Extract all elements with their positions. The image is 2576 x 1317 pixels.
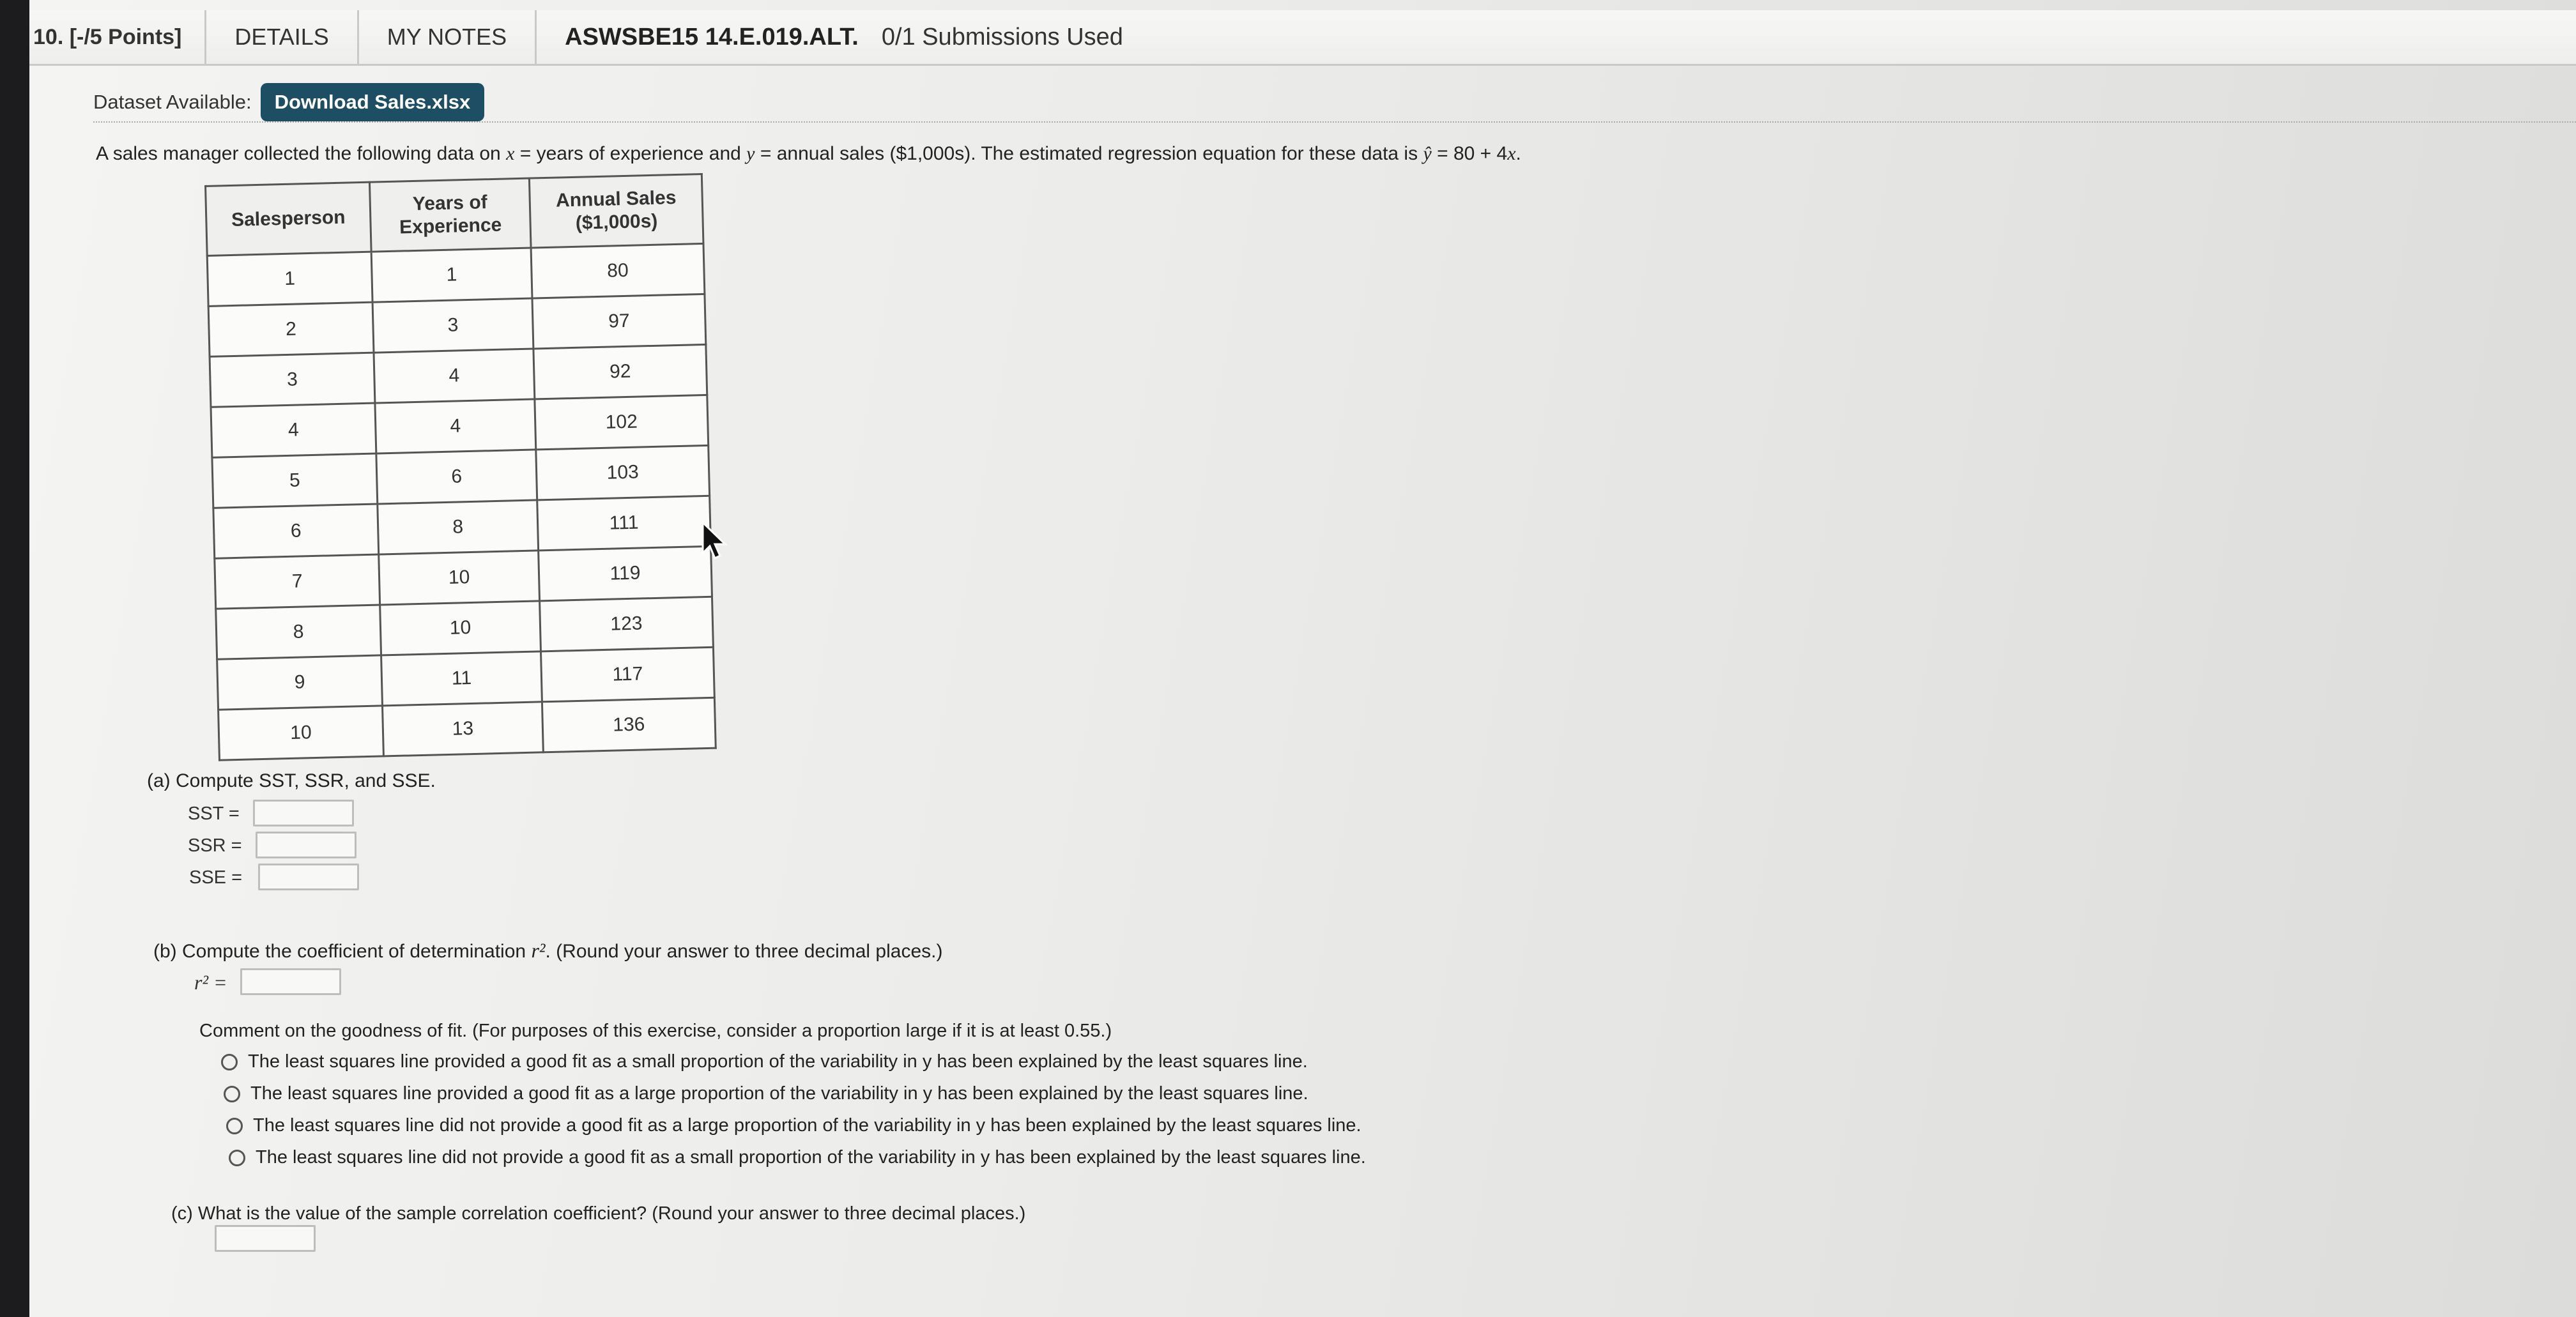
correlation-input[interactable] (215, 1225, 316, 1252)
fit-option-1[interactable] (221, 1051, 1308, 1072)
y-variable: y (746, 143, 755, 164)
fit-option-4[interactable] (229, 1147, 1366, 1168)
option-label: The least squares line provided a good fit as a small proportion of the variability in y has been explained by the least squares line. (248, 1051, 1308, 1072)
r-squared-symbol: r² (531, 939, 546, 962)
radio-button-icon[interactable] (229, 1150, 245, 1166)
sst-input[interactable] (253, 800, 354, 826)
download-dataset-button[interactable]: Download Sales.xlsx (261, 83, 485, 121)
radio-button-icon[interactable] (221, 1054, 238, 1070)
table-cell: 5 (212, 453, 378, 508)
part-b-prompt (153, 939, 942, 963)
table-cell: 2 (208, 302, 374, 356)
table-cell: 97 (532, 294, 706, 349)
table-cell: 7 (215, 554, 380, 609)
table-cell: 136 (542, 697, 716, 752)
column-header: Annual Sales ($1,000s) (529, 174, 703, 248)
regression-equation: = 80 + 4 (1437, 143, 1508, 164)
ssr-label: SSR = (188, 835, 242, 856)
intro-text: = annual sales ($1,000s). The estimated regression equation for these data is (760, 143, 1418, 164)
table-cell: 6 (213, 504, 379, 558)
data-table (204, 173, 717, 761)
table-cell: 11 (381, 651, 542, 706)
table-cell: 4 (211, 403, 376, 457)
section-divider (93, 121, 2576, 123)
radio-button-icon[interactable] (224, 1086, 240, 1102)
part-b-text: (b) Compute the coefficient of determination (153, 941, 526, 962)
x-variable: x (1507, 143, 1516, 164)
table-cell: 10 (379, 551, 540, 605)
part-a-prompt: (a) Compute SST, SSR, and SSE. (147, 770, 436, 791)
option-label: The least squares line provided a good fit as a large proportion of the variability in y has been explained by the least squares line. (250, 1083, 1308, 1104)
table-cell: 103 (536, 445, 710, 500)
table-cell: 3 (210, 353, 375, 407)
details-button[interactable]: DETAILS (206, 10, 358, 64)
question-header (29, 10, 2576, 66)
table-cell: 9 (217, 655, 383, 710)
table-cell: 10 (380, 601, 541, 655)
radio-button-icon[interactable] (226, 1118, 243, 1134)
table-cell: 4 (374, 349, 535, 403)
table-cell: 3 (372, 298, 533, 353)
goodness-of-fit-prompt: Comment on the goodness of fit. (For purposes of this exercise, consider a proportion large if it is at least 0.55.) (199, 1021, 1112, 1041)
column-header: Salesperson (206, 182, 372, 255)
table-cell: 4 (375, 399, 536, 453)
table-cell: 8 (216, 605, 381, 659)
table-cell: 6 (376, 450, 537, 504)
sse-input[interactable] (258, 864, 359, 890)
r-squared-label-text: r² = (194, 971, 227, 994)
question-panel (29, 0, 2576, 1317)
mouse-pointer-icon (702, 521, 730, 561)
intro-text: = years of experience and (519, 143, 741, 164)
sst-label: SST = (188, 803, 240, 824)
table-cell: 111 (537, 496, 711, 551)
table-cell: 119 (539, 546, 712, 601)
table-cell: 1 (371, 248, 532, 302)
ssr-input[interactable] (256, 832, 356, 858)
table-cell: 80 (531, 243, 705, 298)
my-notes-button[interactable]: MY NOTES (359, 10, 537, 64)
r-squared-input[interactable] (240, 968, 341, 995)
table-cell: 117 (540, 647, 714, 702)
sse-label: SSE = (189, 867, 243, 888)
table-header-row (206, 174, 703, 255)
r-squared-label (194, 971, 227, 994)
dataset-row (93, 83, 484, 121)
table-cell: 1 (207, 252, 372, 306)
table-cell: 123 (540, 597, 714, 651)
column-header: Years of Experience (369, 178, 531, 252)
part-b-text: . (Round your answer to three decimal places.) (545, 941, 943, 962)
option-label: The least squares line did not provide a good fit as a small proportion of the variability in y has been explained by the least squares line. (256, 1147, 1366, 1168)
question-id: ASWSBE15 14.E.019.ALT. (565, 23, 859, 50)
fit-option-2[interactable] (224, 1083, 1308, 1104)
x-variable: x (506, 143, 515, 164)
table-cell: 92 (533, 344, 707, 399)
problem-statement (96, 143, 1521, 165)
submissions-count: 0/1 Submissions Used (881, 23, 1123, 50)
intro-text: A sales manager collected the following data on (96, 143, 501, 164)
y-hat-symbol: ŷ (1423, 143, 1432, 164)
part-c-prompt: (c) What is the value of the sample correlation coefficient? (Round your answer to three decimal places.) (171, 1203, 1026, 1224)
fit-option-3[interactable] (226, 1115, 1361, 1136)
table-cell: 102 (535, 395, 709, 450)
points-label: 10. [-/5 Points] (29, 10, 206, 64)
table-cell: 10 (218, 706, 384, 760)
table-cell: 13 (382, 702, 543, 756)
dataset-label: Dataset Available: (93, 91, 252, 113)
option-label: The least squares line did not provide a good fit as a large proportion of the variability in y has been explained by the least squares line. (253, 1115, 1361, 1136)
intro-text: . (1515, 143, 1521, 164)
table-cell: 8 (378, 500, 539, 554)
